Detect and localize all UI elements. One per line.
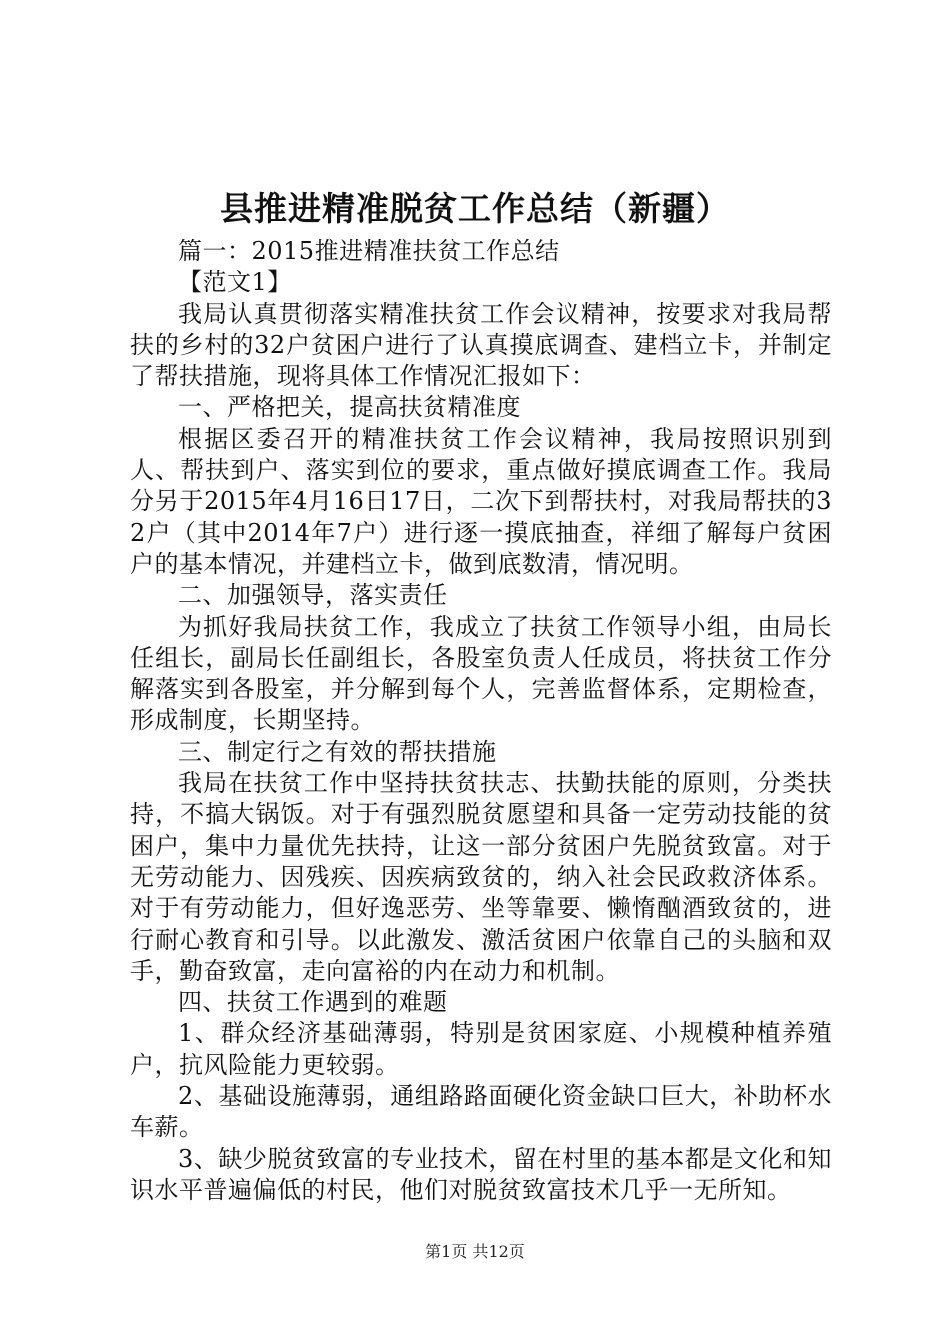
document-body (130, 236, 832, 1206)
subheading: 四、扶贫工作遇到的难题 (178, 988, 448, 1017)
subheading: 三、制定行之有效的帮扶措施 (178, 737, 497, 766)
body-paragraph: 为抓好我局扶贫工作，我成立了扶贫工作领导小组，由局长任组长，副局长任副组长，各股室负责人任成员，将扶贫工作分解落实到各股室，并分解到每个人，完善监督体系，定期检查，形成制度，长期坚持。 (130, 612, 832, 735)
list-item: 3、缺少脱贫致富的专业技术，留在村里的基本都是文化和知识水平普遍偏低的村民，他们对脱贫致富技术几乎一无所知。 (130, 1144, 832, 1204)
document-title: 县推进精准脱贫工作总结（新疆） (220, 189, 730, 228)
body-paragraph: 根据区委召开的精准扶贫工作会议精神，我局按照识别到人、帮扶到户、落实到位的要求，重点做好摸底调查工作。我局分另于2015年4月16日17日，二次下到帮扶村，对我局帮扶的32户（其中2014年7户）进行逐一摸底抽查，祥细了解每户贫困户的基本情况，并建档立卡，做到底数清，情况明。 (130, 424, 832, 578)
section-heading: 篇一：2015推进精准扶贫工作总结 (178, 237, 560, 265)
body-paragraph: 我局认真贯彻落实精准扶贫工作会议精神，按要求对我局帮扶的乡村的32户贫困户进行了认真摸底调查、建档立卡，并制定了帮扶措施，现将具体工作情况汇报如下： (130, 299, 832, 391)
sample-label: 【范文1】 (178, 268, 292, 297)
list-item: 1、群众经济基础薄弱，特别是贫困家庭、小规模种植养殖户，抗风险能力更较弱。 (130, 1019, 832, 1079)
subheading: 一、严格把关，提高扶贫精准度 (178, 393, 521, 422)
body-paragraph: 我局在扶贫工作中坚持扶贫扶志、扶勤扶能的原则，分类扶持，不搞大锅饭。对于有强烈脱贫愿望和具备一定劳动技能的贫困户，集中力量优先扶持，让这一部分贫困户先脱贫致富。对于无劳动能力、因残疾、因疾病致贫的，纳入社会民政救济体系。对于有劳动能力，但好逸恶劳、坐等靠要、懒惰酗酒致贫的，进行耐心教育和引导。以此激发、激活贫困户依靠自己的头脑和双手，勤奋致富，走向富裕的内在动力和机制。 (130, 769, 832, 985)
list-item: 2、基础设施薄弱，通组路路面硬化资金缺口巨大，补助杯水车薪。 (130, 1082, 832, 1142)
page-number-footer: 第1页 共12页 (425, 1242, 525, 1261)
subheading: 二、加强领导，落实责任 (178, 581, 448, 610)
